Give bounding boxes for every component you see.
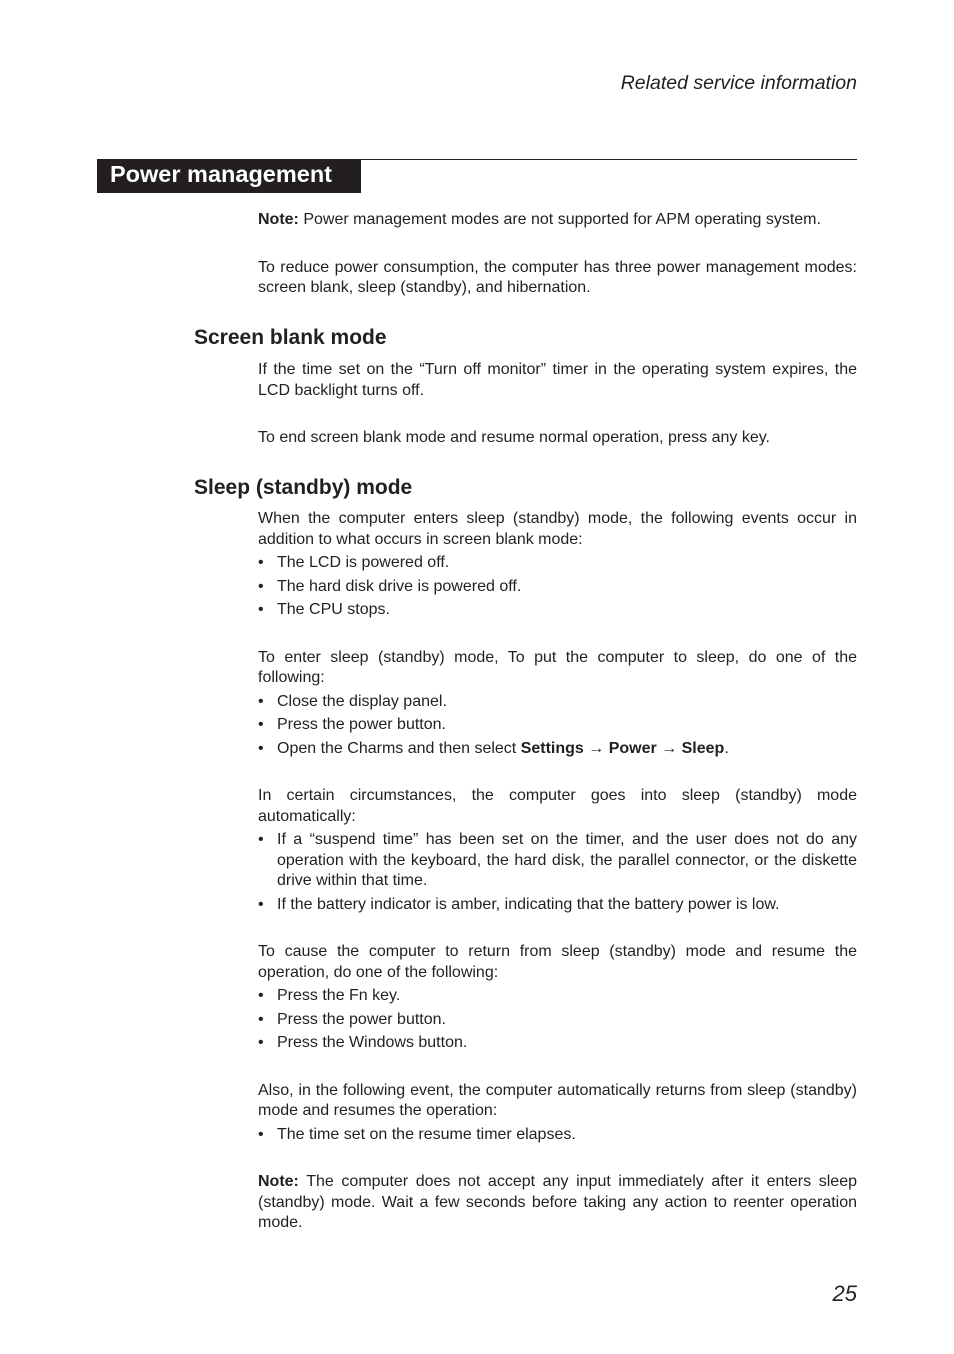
list-item: • If a “suspend time” has been set on the timer, and the user does not do any operation with the keyboard, the hard disk, the parallel connector, or the diskette drive within that time. xyxy=(258,830,857,892)
sleep-note xyxy=(258,1172,857,1234)
list-item: • The CPU stops. xyxy=(258,600,857,621)
list-item: • The time set on the resume timer elapses. xyxy=(258,1125,857,1146)
list-item: • Press the Fn key. xyxy=(258,986,857,1007)
sleep-p3: In certain circumstances, the computer goes into sleep (standby) mode automatically: xyxy=(258,787,857,825)
sleep-p1: When the computer enters sleep (standby) mode, the following events occur in addition to what occurs in screen blank mode: xyxy=(258,510,857,548)
sleep-return-list xyxy=(258,986,857,1054)
sleep-event-list xyxy=(258,1125,857,1146)
arrow-icon: → xyxy=(583,739,609,757)
list-item: • The hard disk drive is powered off. xyxy=(258,577,857,598)
section-title: Power management xyxy=(97,159,361,193)
intro-note xyxy=(258,210,857,231)
charms-settings: Settings xyxy=(520,739,584,757)
list-item: • If the battery indicator is amber, indicating that the battery power is low. xyxy=(258,895,857,916)
sleep-auto-list xyxy=(258,830,857,915)
charms-prefix: Open the Charms and then select xyxy=(277,739,521,757)
screen-blank-p2: To end screen blank mode and resume normal operation, press any key. xyxy=(258,429,770,446)
list-item: • Close the display panel. xyxy=(258,692,857,713)
list-item: • Press the power button. xyxy=(258,1010,857,1031)
intro-paragraph: To reduce power consumption, the computer has three power management modes: screen blank, sleep (standby), and hibernation. xyxy=(258,258,857,296)
note-text: Power management modes are not supported for APM operating system. xyxy=(298,211,821,228)
sleep-p5: Also, in the following event, the computer automatically returns from sleep (standby) mode and resumes the operation: xyxy=(258,1081,857,1119)
list-item-charms xyxy=(258,739,857,760)
list-item: • Press the Windows button. xyxy=(258,1033,857,1054)
sleep-enter-list xyxy=(258,692,857,760)
charms-power: Power xyxy=(608,739,657,757)
screen-blank-p1: If the time set on the “Turn off monitor” timer in the operating system expires, the LCD backlight turns off. xyxy=(258,361,857,399)
sleep-block xyxy=(258,509,857,1234)
charms-sleep: Sleep xyxy=(681,739,725,757)
arrow-icon: → xyxy=(656,739,682,757)
running-header: Related service information xyxy=(620,72,857,94)
list-item: • Press the power button. xyxy=(258,715,857,736)
note-label: Note: xyxy=(258,211,299,228)
note-text: The computer does not accept any input immediately after it enters sleep (standby) mode. Wait a few seconds before taking any action to reenter operation mode. xyxy=(258,1173,857,1231)
sleep-heading: Sleep (standby) mode xyxy=(194,476,413,499)
screen-blank-heading: Screen blank mode xyxy=(194,326,387,349)
page-number: 25 xyxy=(832,1281,857,1306)
sleep-p2: To enter sleep (standby) mode, To put the computer to sleep, do one of the following: xyxy=(258,648,857,686)
screen-blank-block xyxy=(258,360,857,449)
note-label: Note: xyxy=(258,1173,299,1190)
sleep-events-list xyxy=(258,553,857,621)
list-item: • The LCD is powered off. xyxy=(258,553,857,574)
intro-block xyxy=(258,210,857,299)
charms-suffix: . xyxy=(724,739,729,757)
sleep-p4: To cause the computer to return from sleep (standby) mode and resume the operation, do one of the following: xyxy=(258,943,857,981)
